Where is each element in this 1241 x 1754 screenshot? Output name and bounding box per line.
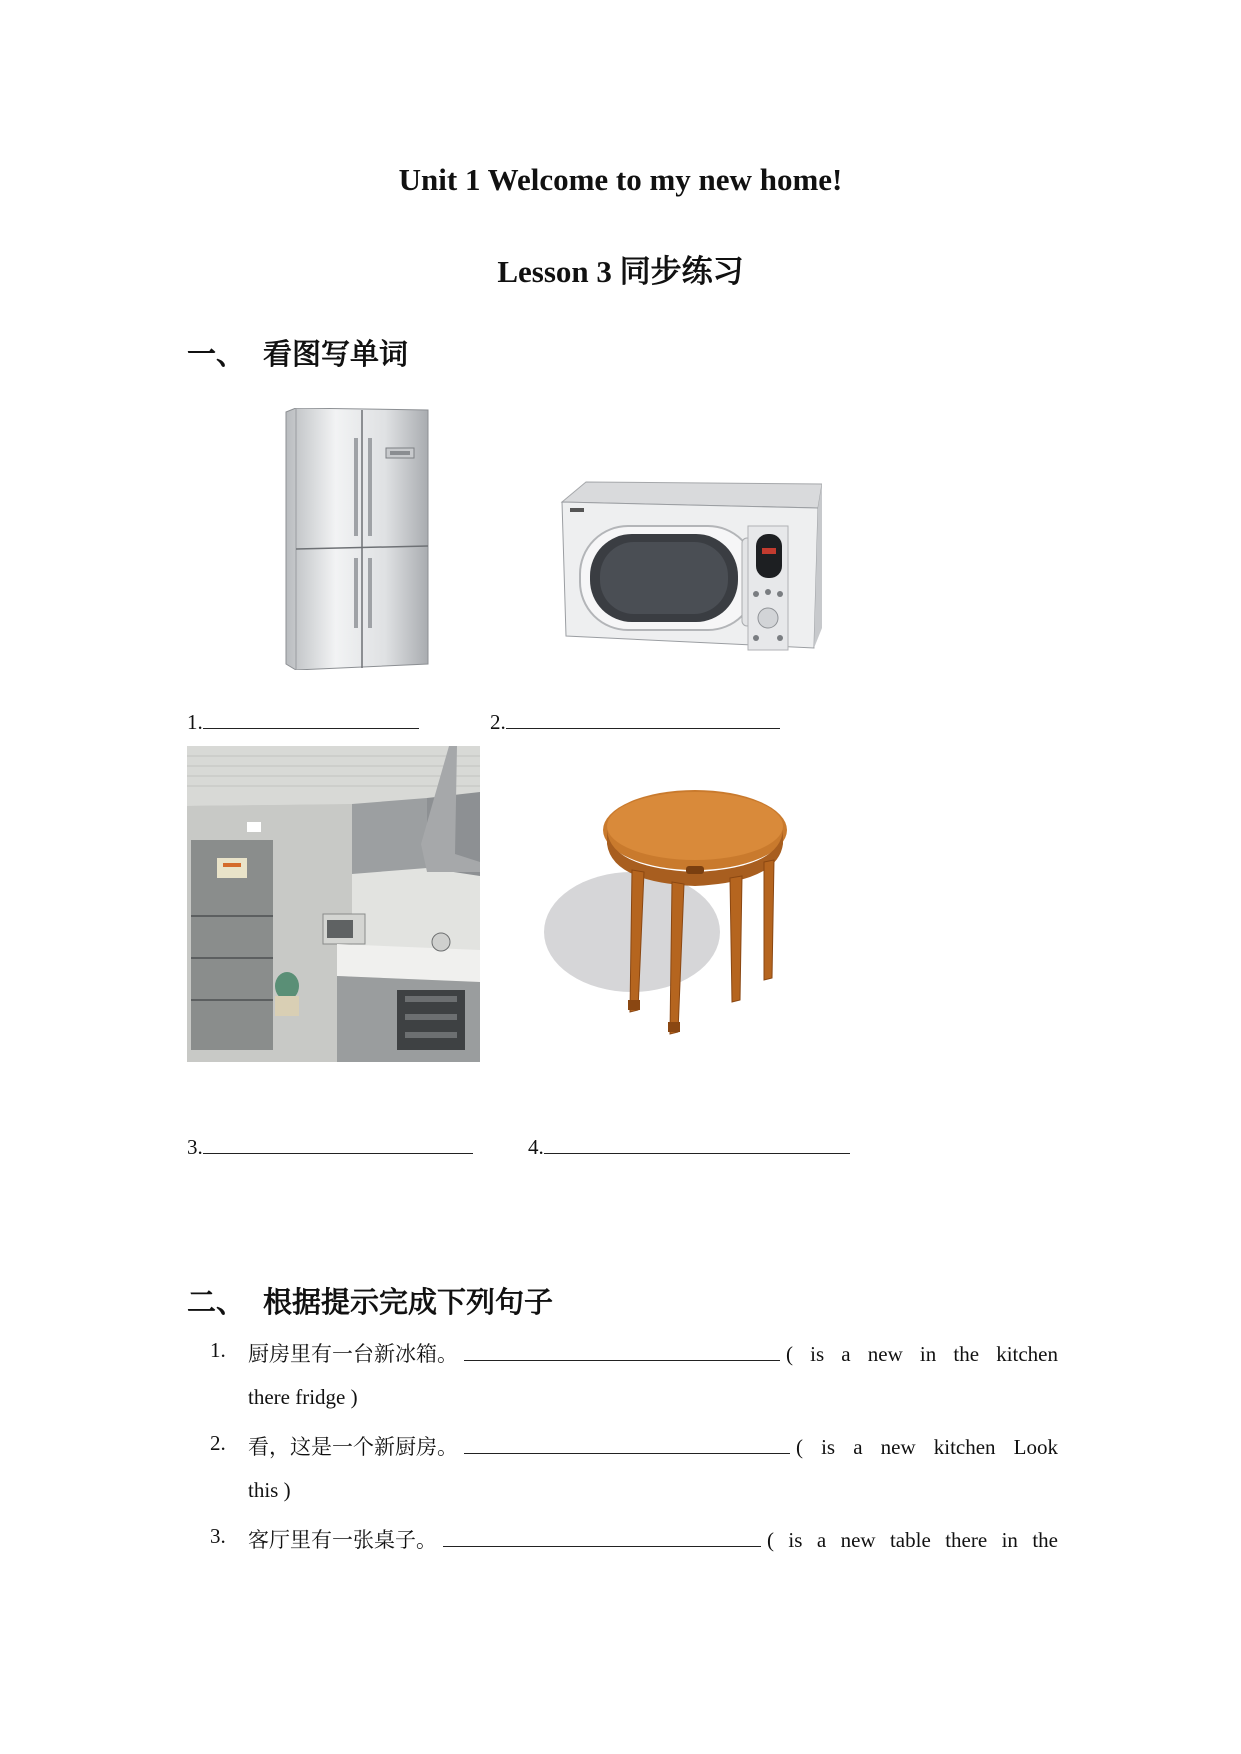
blank-3[interactable]: 3. [187,1133,473,1160]
microwave-image [556,478,822,654]
page-title: Unit 1 Welcome to my new home! [398,162,843,197]
blank-2[interactable]: 2. [490,708,780,735]
answer-1-blank[interactable] [464,1342,780,1361]
fridge-image [282,408,430,670]
section-2-number: 二、 [187,1285,246,1319]
section-2-heading [187,1280,553,1321]
section-1-heading [187,332,408,373]
blank-4[interactable]: 4. [528,1133,850,1160]
answer-3-blank[interactable] [443,1528,761,1547]
table-image [540,790,800,1050]
section-1-title: 看图写单词 [263,337,409,371]
section-2-title: 根据提示完成下列句子 [263,1285,554,1319]
page-subtitle: Lesson 3 同步练习 [497,254,744,289]
answer-2-blank[interactable] [464,1435,790,1454]
section-1-number: 一、 [187,337,246,371]
blank-1[interactable]: 1. [187,708,419,735]
kitchen-image [187,746,480,1062]
